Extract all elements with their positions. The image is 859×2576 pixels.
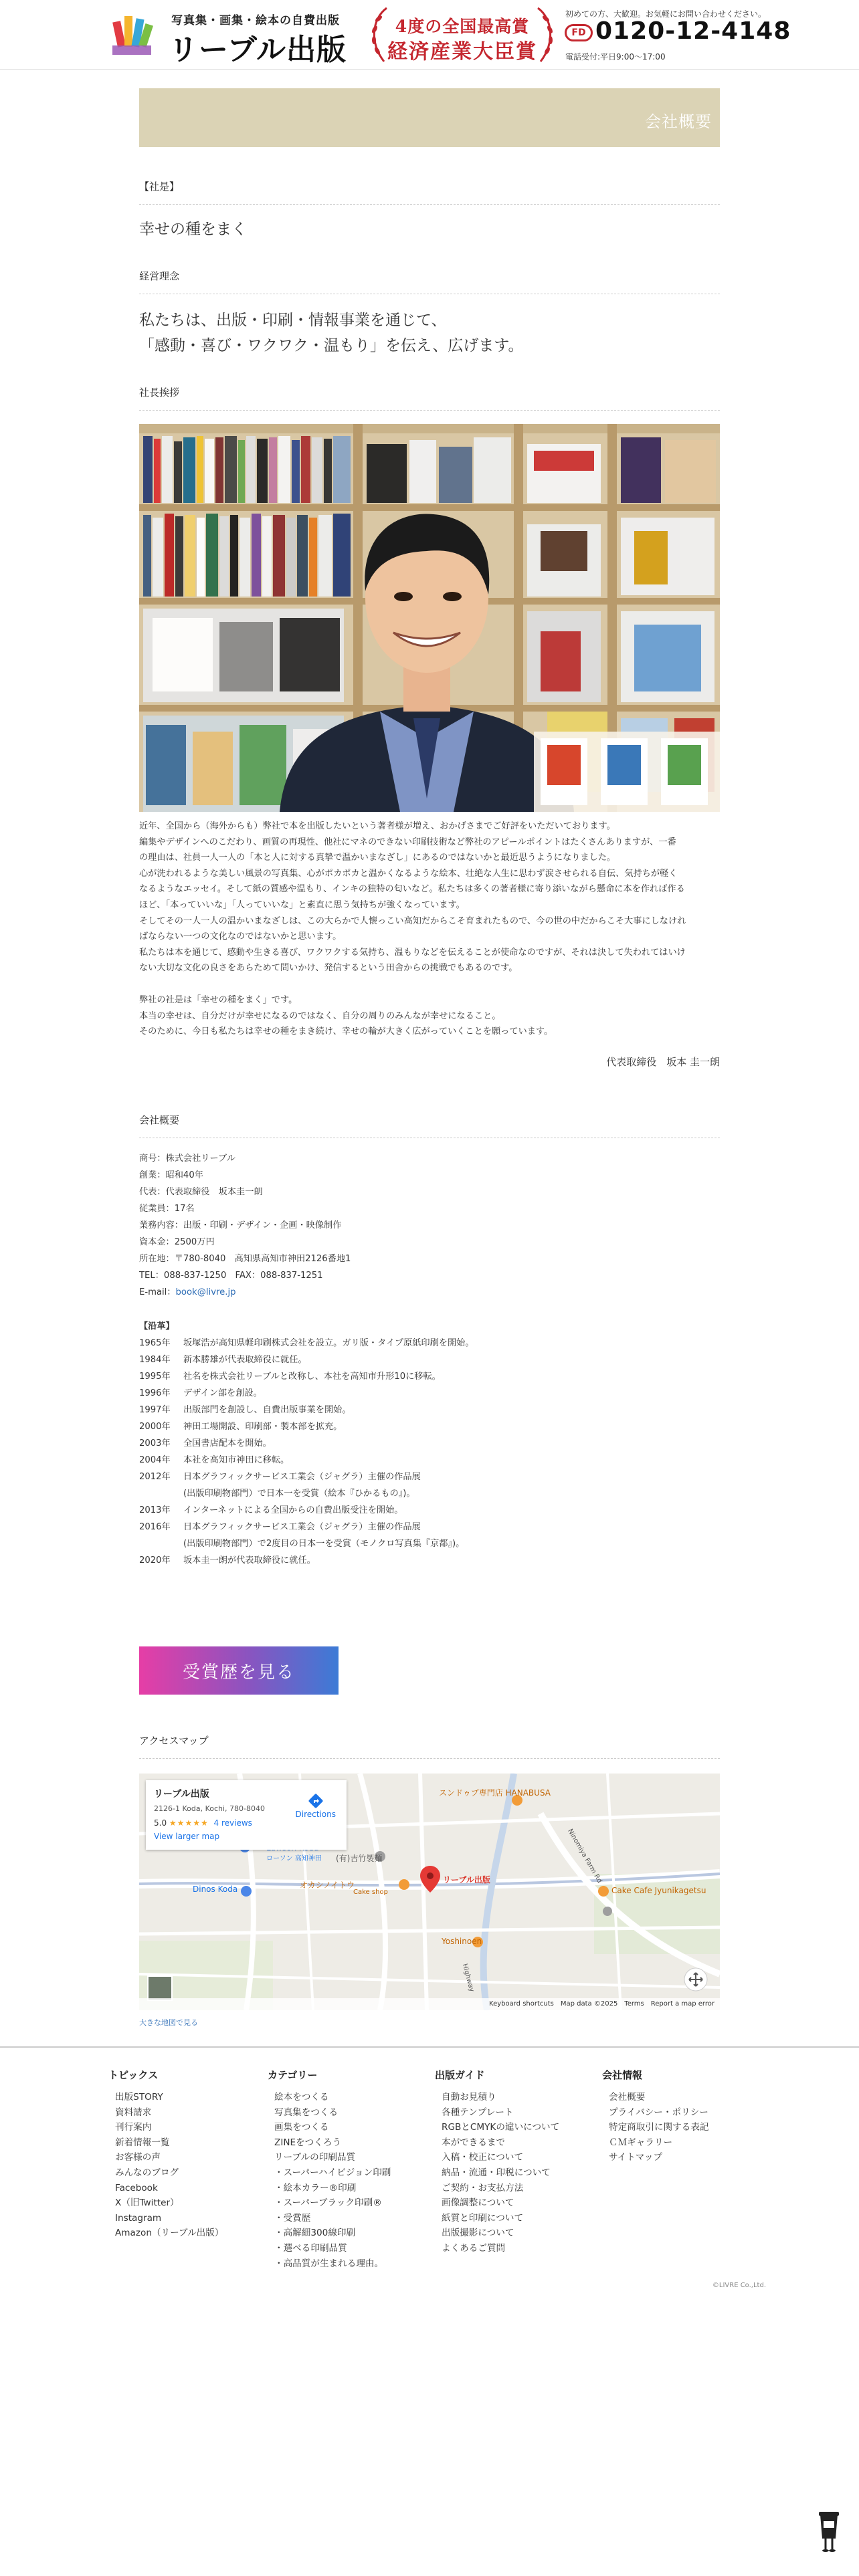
free-dial-icon: FD	[565, 24, 593, 41]
email-line	[139, 1284, 720, 1301]
directions-icon	[308, 1794, 323, 1808]
philosophy-line-2: 「感動・喜び・ワクワク・温もり」を伝え、広げます。	[139, 337, 524, 354]
history-row	[139, 1385, 720, 1402]
map-pin-label: リーブル出版	[443, 1875, 490, 1885]
brand-name[interactable]: リーブル出版	[169, 33, 347, 67]
award-line-2: 経済産業大臣賞	[387, 40, 537, 64]
award-emblem	[367, 5, 558, 64]
view-larger-map-link[interactable]: View larger map	[154, 1832, 220, 1841]
star-icon: ★★★★★	[169, 1818, 209, 1828]
footer-link[interactable]: ZINEをつくろう	[274, 2137, 342, 2148]
main-content	[139, 88, 720, 1569]
history-row	[139, 1552, 720, 1569]
history-year: 1997年	[139, 1404, 171, 1415]
map-place-name: リーブル出版	[154, 1789, 209, 1800]
president-photo	[139, 424, 720, 812]
footer-link[interactable]: RGBとCMYKの違いについて	[442, 2122, 560, 2133]
footer-link[interactable]: ・選べる印刷品質	[274, 2242, 347, 2254]
map-label-cakecafe: Cake Cafe Jyunikagetsu	[611, 1886, 706, 1895]
footer-link[interactable]: 自動お見積り	[442, 2092, 496, 2103]
history-row	[139, 1452, 720, 1469]
greeting-line: そしてその一人一人の温かいまなざしは、この大らかで人懐っこい高知だからこそ育まれたもので、今の世の中だからこそ大事にしなけれ	[139, 916, 686, 926]
footer-column-title: トピックス	[108, 2069, 159, 2081]
tel-note: 初めての方、大歓迎。お気軽にお問い合わせください。	[565, 9, 767, 19]
history-year: 1984年	[139, 1354, 171, 1365]
history-row	[139, 1368, 720, 1385]
history-text: 日本グラフィックサービス工業会（ジャグラ）主催の作品展	[183, 1471, 421, 1482]
footer-link[interactable]: サイトマップ	[609, 2152, 663, 2163]
greeting-label: 社長挨拶	[139, 385, 720, 411]
map-label-lawson-jp: ローソン 高知神田	[266, 1855, 322, 1862]
footer-link[interactable]: ご契約・お支払方法	[442, 2182, 524, 2193]
history-text: 坂塚浩が高知県軽印刷株式会社を設立。ガリ版・タイプ原紙印刷を開始。	[183, 1337, 474, 1348]
history-row-continued: (出版印刷物部門）で日本一を受賞（絵本『ひかるもの』)。	[183, 1488, 415, 1499]
footer-link[interactable]: ・スーパーブラック印刷®	[274, 2197, 382, 2209]
history-year: 1965年	[139, 1337, 171, 1348]
footer-column-title: 会社情報	[602, 2069, 643, 2081]
map-layers-button[interactable]	[147, 1975, 173, 2001]
history-text: 全国書店配本を開始。	[183, 1438, 272, 1448]
page-title: 会社概要	[645, 112, 712, 131]
footer-link[interactable]: お客様の声	[115, 2152, 161, 2163]
map-rating	[154, 1818, 339, 1828]
motto-text: 幸せの種をまく	[139, 221, 247, 238]
footer-link[interactable]: ・スーパーハイビジョン印刷	[274, 2167, 391, 2178]
map-label-kitchen: (有)吉竹製麺	[336, 1854, 383, 1863]
history-row	[139, 1502, 720, 1519]
company-info-line: 創業：昭和40年	[139, 1170, 203, 1180]
page-title-bar	[139, 88, 720, 147]
footer-link[interactable]: Instagram	[115, 2212, 162, 2224]
email-label: E-mail：	[139, 1287, 176, 1297]
history-text: 本社を高知市神田に移転。	[183, 1455, 290, 1465]
motto-label: 【社是】	[139, 179, 720, 205]
history-row	[139, 1469, 720, 1485]
copyright: ©LIVRE Co.,Ltd.	[712, 2282, 766, 2289]
history-row	[139, 1519, 720, 1535]
history-text: デザイン部を創設。	[183, 1388, 262, 1398]
history-row	[139, 1352, 720, 1368]
award-history-button[interactable]: 受賞歴を見る	[139, 1646, 339, 1695]
laurel-right-icon	[531, 5, 558, 64]
footer-link[interactable]: 出版STORY	[115, 2092, 163, 2103]
company-info-line: 資本金：2500万円	[139, 1237, 215, 1247]
greeting-line: なるようなエッセイ。そして紙の質感や温もり、インキの独特の匂いなど。私たちは多くの著者様に寄り添いながら懸命に本を作れば作る	[139, 884, 685, 895]
company-label: 会社概要	[139, 1113, 720, 1138]
footer-link[interactable]: ・絵本カラー®印刷	[274, 2182, 357, 2193]
footer-column-topics	[108, 2068, 223, 2241]
history-row	[139, 1418, 720, 1435]
president-signature: 代表取締役 坂本 圭一朗	[606, 1055, 720, 1068]
greeting-line: ほど、「本っていいな」「人っていいな」と素直に思う気持ちが強くなっています。	[139, 899, 465, 910]
history-year: 1995年	[139, 1371, 171, 1382]
footer-link[interactable]: X（旧Twitter）	[115, 2197, 179, 2209]
history-year: 2000年	[139, 1421, 171, 1432]
history-year: 2012年	[139, 1471, 171, 1482]
history-label: 【沿革】	[139, 1321, 175, 1331]
award-line-1: 4度の全国最高賞	[395, 17, 530, 36]
map-label-hanabusa: スンドゥブ専門店 HANABUSA	[439, 1788, 551, 1798]
footer-link[interactable]: プライバシー・ポリシー	[609, 2107, 708, 2118]
footer-link[interactable]: リーブルの印刷品質	[274, 2152, 356, 2163]
footer-link[interactable]: よくあるご質問	[442, 2242, 506, 2254]
footer-link[interactable]: 画像調整について	[442, 2197, 514, 2209]
history-row	[139, 1435, 720, 1452]
history-row	[139, 1335, 720, 1352]
company-info	[139, 1150, 720, 1301]
footer-column-company	[602, 2068, 709, 2165]
greeting-line: そのために、今日も私たちは幸せの種をまき続け、幸せの輪が大きく広がっていくことを願っています。	[139, 1027, 553, 1037]
map-label-okashi: オカシノイトウ	[300, 1881, 355, 1890]
history-year: 2003年	[139, 1438, 171, 1448]
footer-link[interactable]: 各種テンプレート	[442, 2107, 514, 2118]
google-map[interactable]	[139, 1774, 720, 2010]
greeting-line: 弊社の社是は「幸せの種をまく」です。	[139, 994, 298, 1005]
map-footer[interactable]: Keyboard shortcuts Map data ©2025 Terms Report a map error	[139, 1998, 720, 2010]
company-info-line: 商号：株式会社リーブル	[139, 1153, 235, 1164]
page-top-icon[interactable]	[818, 2509, 840, 2556]
greeting-line: 私たちは本を通じて、感動や生きる喜び、ワクワクする気持ち、温もりなどを伝えることが使命なのですが、それは決して失われてはいけ	[139, 947, 686, 958]
footer-link[interactable]: 納品・流通・印税について	[442, 2167, 551, 2178]
footer-link[interactable]: ・高品質が生まれる理由。	[274, 2258, 384, 2269]
footer-link[interactable]: 特定商取引に関する表記	[609, 2122, 709, 2133]
footer-link[interactable]: 刊行案内	[115, 2122, 152, 2133]
greeting-paragraph-2	[139, 992, 720, 1040]
footer-link[interactable]: 写真集をつくる	[274, 2107, 339, 2118]
access-map-label: アクセスマップ	[139, 1733, 720, 1759]
history-list	[139, 1335, 720, 1569]
footer-column-category	[268, 2068, 391, 2271]
company-info-line: 従業員：17名	[139, 1203, 195, 1214]
history-year: 2004年	[139, 1455, 171, 1465]
tel-hours: 電話受付:平日9:00～17:00	[565, 52, 666, 62]
brand-logo-icon[interactable]	[108, 12, 155, 59]
greeting-line: ない大切な文化の良さをあらためて問いかけ、発信するという田舎からの挑戦でもあるのです。	[139, 963, 518, 974]
map-label-yoshinoen: Yoshinoen	[442, 1937, 482, 1946]
map-pin-icon[interactable]	[420, 1866, 440, 1893]
history-year: 2020年	[139, 1555, 171, 1566]
tel-number[interactable]: 0120-12-4148	[595, 17, 791, 45]
greeting-line: 心が洗われるような美しい風景の写真集、心がポカポカと温かくなるような絵本、壮絶な人生に思わず涙させられる自伝、気持ちが軽く	[139, 868, 678, 879]
history-text: 日本グラフィックサービス工業会（ジャグラ）主催の作品展	[183, 1521, 421, 1532]
company-info-line: 代表：代表取締役 坂本圭一朗	[139, 1186, 263, 1197]
greeting-line: 編集やデザインへのこだわり、画質の再現性、他社にマネのできない印刷技術など弊社のアピールポイントはたくさんありますが、一番	[139, 837, 676, 847]
history-year: 2013年	[139, 1505, 171, 1515]
map-label-road-1: Ninomiya Farm Rd	[566, 1828, 603, 1885]
company-info-line: TEL：088-837-1250 FAX：088-837-1251	[139, 1270, 323, 1281]
footer-link[interactable]: 会社概要	[609, 2092, 646, 2103]
footer-link[interactable]: 新着情報一覧	[115, 2137, 170, 2148]
map-reviews-link[interactable]: 4 reviews	[213, 1818, 252, 1828]
map-place-address: 2126-1 Koda, Kochi, 780-8040	[154, 1804, 265, 1813]
map-label-dinos: Dinos Koda	[193, 1885, 238, 1894]
company-info-line: 業務内容：出版・印刷・デザイン・企画・映像制作	[139, 1220, 342, 1230]
directions-label: Directions	[295, 1810, 336, 1819]
brand-tagline: 写真集・画集・絵本の自費出版	[171, 14, 340, 27]
footer-link[interactable]: 入稿・校正について	[442, 2152, 524, 2163]
greeting-line: 本当の幸せは、自分だけが幸せになるのではなく、自分の周りのみんなが幸せになること。	[139, 1010, 501, 1021]
company-info-line: 所在地：〒780-8040 高知県高知市神田2126番地1	[139, 1253, 351, 1264]
footer-link[interactable]: 画集をつくる	[274, 2122, 329, 2133]
map-label-cake-shop: Cake shop	[353, 1889, 388, 1896]
greeting-paragraph-1	[139, 819, 720, 976]
email-link[interactable]: book@livre.jp	[175, 1287, 236, 1297]
history-year: 2016年	[139, 1521, 171, 1532]
greeting-line: 近年、全国から（海外からも）弊社で本を出版したいという著者様が増え、おかげさまでご好評をいただいております。	[139, 821, 615, 831]
history-text: 坂本圭一朗が代表取締役に就任。	[183, 1555, 316, 1566]
history-row-continued: (出版印刷物部門）で2度目の日本一を受賞（モノクロ写真集『京都』)。	[183, 1538, 465, 1549]
footer-link[interactable]: Amazon（リーブル出版）	[115, 2228, 224, 2239]
footer-column-guide	[435, 2068, 559, 2256]
footer-link[interactable]: 資料請求	[115, 2107, 152, 2118]
history-text: 出版部門を創設し、自費出版事業を開始。	[183, 1404, 351, 1415]
footer-column-title: カテゴリー	[268, 2069, 318, 2081]
history-row	[139, 1402, 720, 1418]
bigger-map-link[interactable]: 大きな地図で見る	[139, 2018, 198, 2027]
philosophy-line-1: 私たちは、出版・印刷・情報事業を通じて、	[139, 312, 447, 329]
history-text: 新本勝雄が代表取締役に就任。	[183, 1354, 307, 1365]
footer-link[interactable]: みんなのブログ	[115, 2167, 179, 2178]
footer-link[interactable]: ＣＭギャラリー	[609, 2137, 673, 2148]
history-text: 神田工場開設、印刷部・製本部を拡充。	[183, 1421, 343, 1432]
footer-link[interactable]: ・受賞歴	[274, 2212, 311, 2224]
map-label-road-2: Highway	[460, 1963, 476, 1993]
footer-link[interactable]: Facebook	[115, 2182, 158, 2193]
directions-button[interactable]	[296, 1794, 336, 1819]
footer-link[interactable]: ・高解細300線印刷	[274, 2228, 356, 2239]
map-place-card	[146, 1780, 347, 1850]
footer-link[interactable]: 出版撮影について	[442, 2228, 514, 2239]
philosophy-label: 経営理念	[139, 269, 720, 294]
footer-link[interactable]: 絵本をつくる	[274, 2092, 329, 2103]
history-year: 1996年	[139, 1388, 171, 1398]
footer-link[interactable]: 紙質と印刷について	[442, 2212, 524, 2224]
footer-divider	[0, 2046, 859, 2048]
site-header	[0, 0, 859, 70]
map-rating-value: 5.0	[154, 1818, 167, 1828]
footer-link[interactable]: 本ができるまで	[442, 2137, 506, 2148]
history-text: インターネットによる全国からの自費出版受注を開始。	[183, 1505, 403, 1515]
history-text: 社名を株式会社リーブルと改称し、本社を高知市升形10に移転。	[183, 1371, 441, 1382]
greeting-line: の理由は、社員一人一人の「本と人に対する真摯で温かいまなざし」にあるのではないかと最近思うようになりました。	[139, 853, 616, 863]
fullscreen-icon[interactable]	[684, 1967, 708, 1992]
greeting-line: ばならない一つの文化なのではないかと思います。	[139, 932, 342, 942]
footer-column-title: 出版ガイド	[435, 2069, 485, 2081]
